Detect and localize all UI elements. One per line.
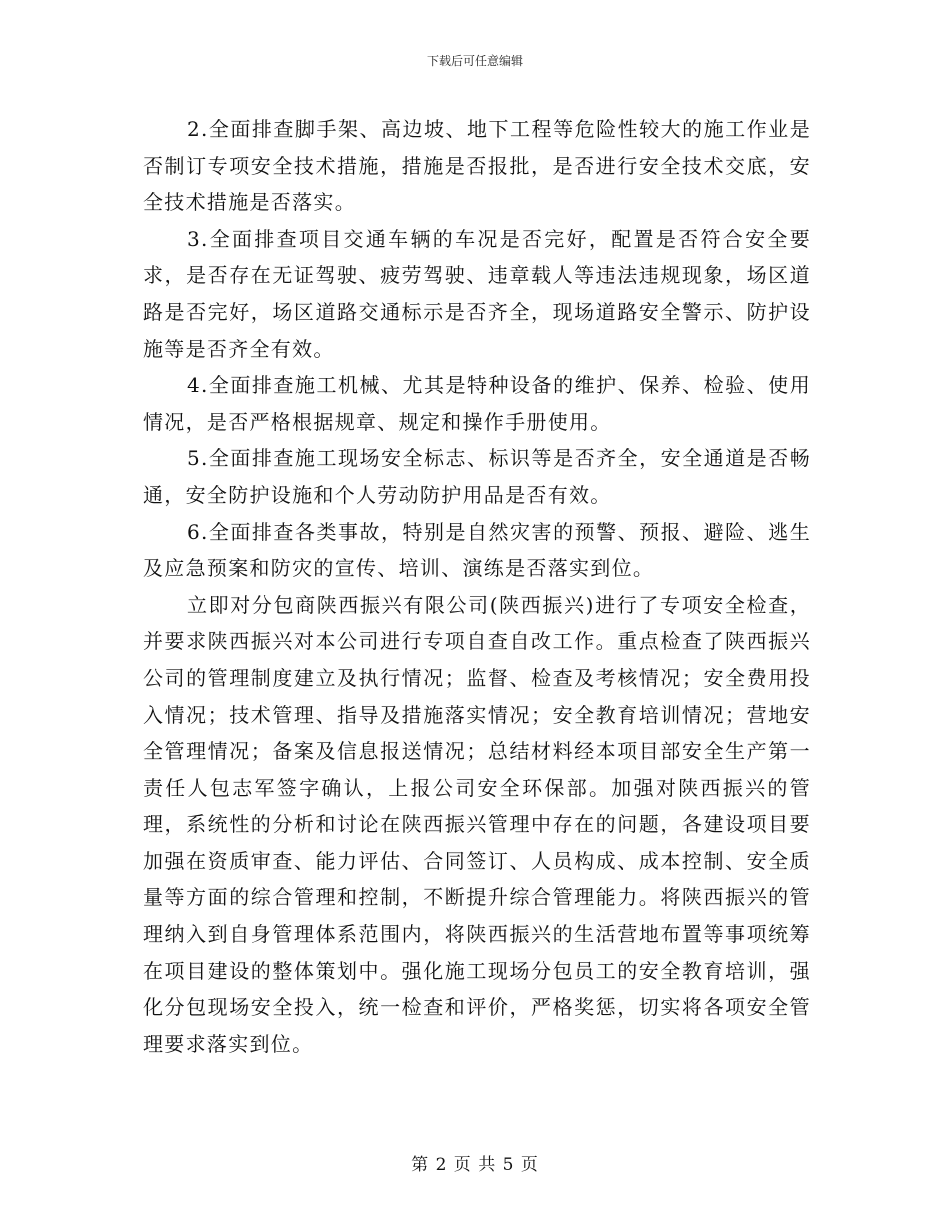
document-body <box>143 111 811 1062</box>
page-header: 下载后可任意编辑 <box>426 54 523 68</box>
paragraph-item-6: 6.全面排查各类事故，特别是自然灾害的预警、预报、避险、逃生及应急预案和防灾的宣传、培训、演练是否落实到位。 <box>143 519 811 581</box>
paragraph-item-2: 2.全面排查脚手架、高边坡、地下工程等危险性较大的施工作业是否制订专项安全技术措施，措施是否报批，是否进行安全技术交底，安全技术措施是否落实。 <box>143 117 811 215</box>
paragraph-item-4: 4.全面排查施工机械、尤其是特种设备的维护、保养、检验、使用情况，是否严格根据规章、规定和操作手册使用。 <box>143 373 811 434</box>
page-number-footer: 第 2 页 共 5 页 <box>411 1155 539 1175</box>
paragraph-subcontractor-inspection: 立即对分包商陕西振兴有限公司(陕西振兴)进行了专项安全检查，并要求陕西振兴对本公司进行专项自查自改工作。重点检查了陕西振兴公司的管理制度建立及执行情况；监督、检查及考核情况；安全费用投入情况；技术管理、指导及措施落实情况；安全教育培训情况；营地安全管理情况；备案及信息报送情况；总结材料经本项目部安全生产第一责任人包志军签字确认，上报公司安全环保部。加强对陕西振兴的管理，系统性的分析和讨论在陕西振兴管理中存在的问题，各建设项目要加强在资质审查、能力评估、合同签订、人员构成、成本控制、安全质量等方面的综合管理和控制，不断提升综合管理能力。将陕西振兴的管理纳入到自身管理体系范围内，将陕西振兴的生活营地布置等事项统筹在项目建设的整体策划中。强化施工现场分包员工的安全教育培训，强化分包现场安全投入，统一检查和评价，严格奖惩，切实将各项安全管理要求落实到位。 <box>143 592 811 1056</box>
paragraph-item-5: 5.全面排查施工现场安全标志、标识等是否齐全，安全通道是否畅通，安全防护设施和个人劳动防护用品是否有效。 <box>143 446 811 507</box>
paragraph-item-3: 3.全面排查项目交通车辆的车况是否完好，配置是否符合安全要求，是否存在无证驾驶、疲劳驾驶、违章载人等违法违规现象，场区道路是否完好，场区道路交通标示是否齐全，现场道路安全警示、防护设施等是否齐全有效。 <box>143 226 811 361</box>
